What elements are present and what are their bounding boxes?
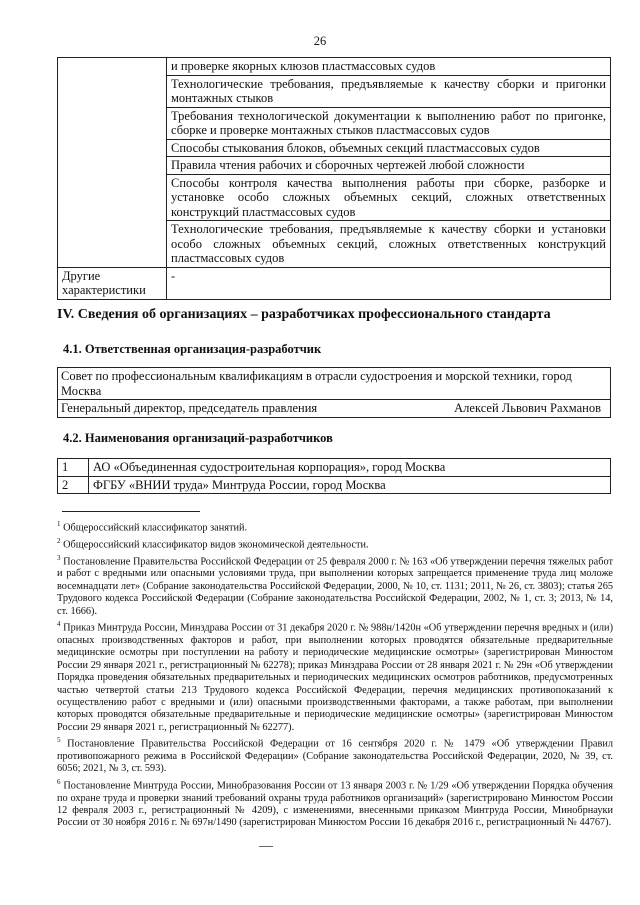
developer-head-cell: [58, 400, 611, 418]
table-row: [58, 267, 611, 299]
footnote-marker: 6: [57, 777, 61, 786]
footnote-marker: 4: [57, 620, 61, 629]
footnote: [57, 734, 613, 776]
knowledge-item: Способы стыкования блоков, объемных секций пластмассовых судов: [167, 139, 611, 157]
footnote-text: Постановление Правительства Российской Федерации от 25 февраля 2000 г. № 163 «Об утверждении перечня тяжелых работ и работ с вредными или опасными условиями труда, при выполнении которых запрещается применение труда лиц моложе восемнадцати лет» (Собрание законодательства Российской Федерации, 2000, № 10, ст. 1131; 2011, № 26, ст. 3803); статья 265 Трудового кодекса Российской Федерации (Собрание законодательства Российской Федерации, 2002, № 1, ст. 3; 2013, № 14, ст. 1666).: [57, 556, 613, 617]
table-row: [58, 400, 611, 418]
knowledge-item: Требования технологической документации к выполнению работ по пригонке, сборке и проверке монтажных стыков пластмассовых судов: [167, 107, 611, 139]
table-row: [58, 368, 611, 400]
other-characteristics-value: -: [167, 267, 611, 299]
footnote-text: Общероссийский классификатор видов экономической деятельности.: [63, 539, 369, 551]
footnote-marker: 2: [57, 536, 61, 545]
footnote-text: Приказ Минтруда России, Минздрава России от 31 декабря 2020 г. № 988н/1420н «Об утверждении перечня вредных и (или) опасных производственных факторов и работ, при выполнении которых проводятся обязательные предварительные медицинские осмотры при поступлении на работу и периодические медицинские осмотры» (зарегистрирован Минюстом России 29 января 2021 г., регистрационный № 62278); приказ Минздрава России от 28 января 2021 г. № 29н «Об утверждении Порядка проведения обязательных предварительных и периодических медицинских осмотров работников, предусмотренных частью четвертой статьи 213 Трудового кодекса Российской Федерации, перечня медицинских противопоказаний к осуществлению работ с вредными и (или) опасными производственными факторами, а также работам, при выполнении которых проводятся обязательные предварительные и периодические медицинские осмотры» (зарегистрирован Минюстом России 29 января 2021 г., регистрационный № 62277).: [57, 622, 613, 733]
org-name: АО «Объединенная судостроительная корпорация», город Москва: [89, 459, 611, 477]
page-number: 26: [313, 34, 327, 48]
footnotes: [57, 518, 613, 830]
footnote-divider: [62, 511, 200, 512]
table-row: [58, 459, 611, 477]
page-bottom-mark: [259, 846, 273, 847]
footnote: [57, 618, 613, 734]
knowledge-item: Правила чтения рабочих и сборочных чертежей любой сложности: [167, 157, 611, 175]
footnote: [57, 518, 613, 535]
table-row: [58, 58, 611, 76]
other-characteristics-label: Другие характеристики: [58, 267, 167, 299]
table-row: [58, 476, 611, 494]
footnote: [57, 776, 613, 830]
subsection-title-responsible: 4.1. Ответственная организация-разработчик: [63, 342, 322, 356]
footnote-marker: 3: [57, 553, 61, 562]
footnote-marker: 5: [57, 736, 61, 745]
developers-list-table: [57, 458, 611, 494]
footnote: [57, 552, 613, 618]
responsible-developer-table: [57, 367, 611, 418]
section-title: IV. Сведения об организациях – разработчиках профессионального стандарта: [57, 307, 551, 322]
org-name: ФГБУ «ВНИИ труда» Минтруда России, город Москва: [89, 476, 611, 494]
row-label-empty: [58, 58, 167, 268]
footnote-text: Постановление Минтруда России, Минобразования России от 13 января 2003 г. № 1/29 «Об утверждении Порядка обучения по охране труда и проверки знаний требований охраны труда работников организаций» (зарегистрировано Минюстом России 12 февраля 2003 г., регистрационный № 4209), с изменениями, внесенными приказом Минтруда России, Минобрнауки России от 30 ноября 2016 г. № 697н/1490 (зарегистрирован Минюстом России 16 декабря 2016 г., регистрационный № 44767).: [57, 780, 613, 829]
footnote-text: Общероссийский классификатор занятий.: [63, 522, 248, 534]
knowledge-table: [57, 57, 611, 300]
developer-org-name: Совет по профессиональным квалификациям в отрасли судостроения и морской техники, город Москва: [58, 368, 611, 400]
knowledge-item: и проверке якорных клюзов пластмассовых судов: [167, 58, 611, 76]
knowledge-item: Технологические требования, предъявляемые к качеству сборки и пригонки монтажных стыков: [167, 75, 611, 107]
head-person-name: Алексей Львович Рахманов: [454, 401, 601, 415]
footnote-text: Постановление Правительства Российской Федерации от 16 сентября 2020 г. № 1479 «Об утверждении Правил противопожарного режима в Российской Федерации» (Собрание законодательства Российской Федерации, 2020, № 39, ст. 6056; 2021, № 3, ст. 593).: [57, 738, 613, 775]
footnote: [57, 535, 613, 552]
org-number: 1: [58, 459, 89, 477]
knowledge-item: Способы контроля качества выполнения работы при сборке, разборке и установке особо сложных объемных секций, сложных ответственных конструкций пластмассовых судов: [167, 174, 611, 221]
footnote-marker: 1: [57, 520, 61, 528]
head-position: Генеральный директор, председатель правления: [61, 401, 318, 415]
knowledge-item: Технологические требования, предъявляемые к качеству сборки и установки особо сложных объемных секций, сложных ответственных конструкций пластмассовых судов: [167, 221, 611, 268]
subsection-title-developers: 4.2. Наименования организаций-разработчиков: [63, 431, 333, 445]
org-number: 2: [58, 476, 89, 494]
